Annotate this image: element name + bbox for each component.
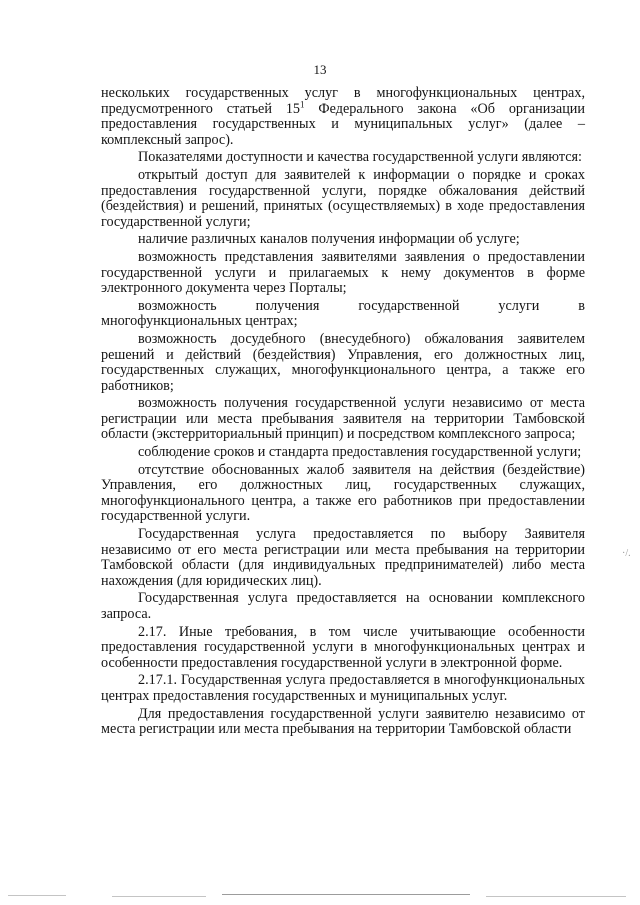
paragraph: Государственная услуга предоставляется по выбору Заявителя независимо от его места регистрации или места пребывания на территории Тамбовской области (для индивидуальных предпринимателей) либо места нахождения (для юридических лиц). [101,526,585,589]
paragraph [101,86,585,148]
paragraph: возможность получения государственной услуги независимо от места регистрации или места пребывания заявителя на территории Тамбовской области (экстерриториальный принцип) и посредством комплексного запроса; [101,395,585,443]
paragraph: Показателями доступности и качества государственной услуги являются: [138,149,582,166]
paragraph: Для предоставления государственной услуги заявителю независимо от места регистрации или места пребывания на территории Тамбовской области [101,705,585,738]
footnote-superscript: 1 [300,98,305,109]
scan-bottom-edge [0,893,640,903]
scan-artifact: ·/. [622,548,631,559]
document-body [101,86,585,740]
section-heading-2-17: 2.17. Иные требования, в том числе учитывающие особенности предоставления государственной услуги в многофункциональных центрах и особенности предоставления государственной услуги в электронной форме. [101,623,585,671]
paragraph: соблюдение сроков и стандарта предоставления государственной услуги; [138,444,582,461]
paragraph: возможность досудебного (внесудебного) обжалования заявителем решений и действий (бездействия) Управления, его должностных лиц, государственных служащих, многофункционального центра, а также его работников; [101,330,585,394]
page-number: 13 [313,62,327,77]
paragraph-text-cont: Федерального закона «Об организации предоставления государственных и муниципальных услуг» (далее – комплексный запрос). [101,100,585,148]
paragraph: отсутствие обоснованных жалоб заявителя на действия (бездействие) Управления, его должностных лиц, государственных служащих, многофункционального центра, а также его работников при предоставлении государственной услуги. [101,461,585,525]
paragraph-text: нескольких государственных услуг в многофункциональных центрах, предусмотренного статьей 15 [101,85,585,117]
paragraph: наличие различных каналов получения информации об услуге; [138,231,520,248]
paragraph: Государственная услуга предоставляется на основании комплексного запроса. [101,590,585,622]
paragraph: открытый доступ для заявителей к информации о порядке и сроках предоставления государственной услуги, порядке обжалования действий (бездействия) и решений, принятых (осуществляемых) в ходе предоставления государственной услуги; [101,166,585,230]
subsection-2-17-1: 2.17.1. Государственная услуга предоставляется в многофункциональных центрах предоставления государственных и муниципальных услуг. [101,672,585,704]
paragraph: возможность представления заявителями заявления о предоставлении государственной услуги и прилагаемых к нему документов в форме электронного документа через Порталы; [101,248,585,297]
paragraph: возможность получения государственной услуги в многофункциональных центрах; [101,297,585,330]
